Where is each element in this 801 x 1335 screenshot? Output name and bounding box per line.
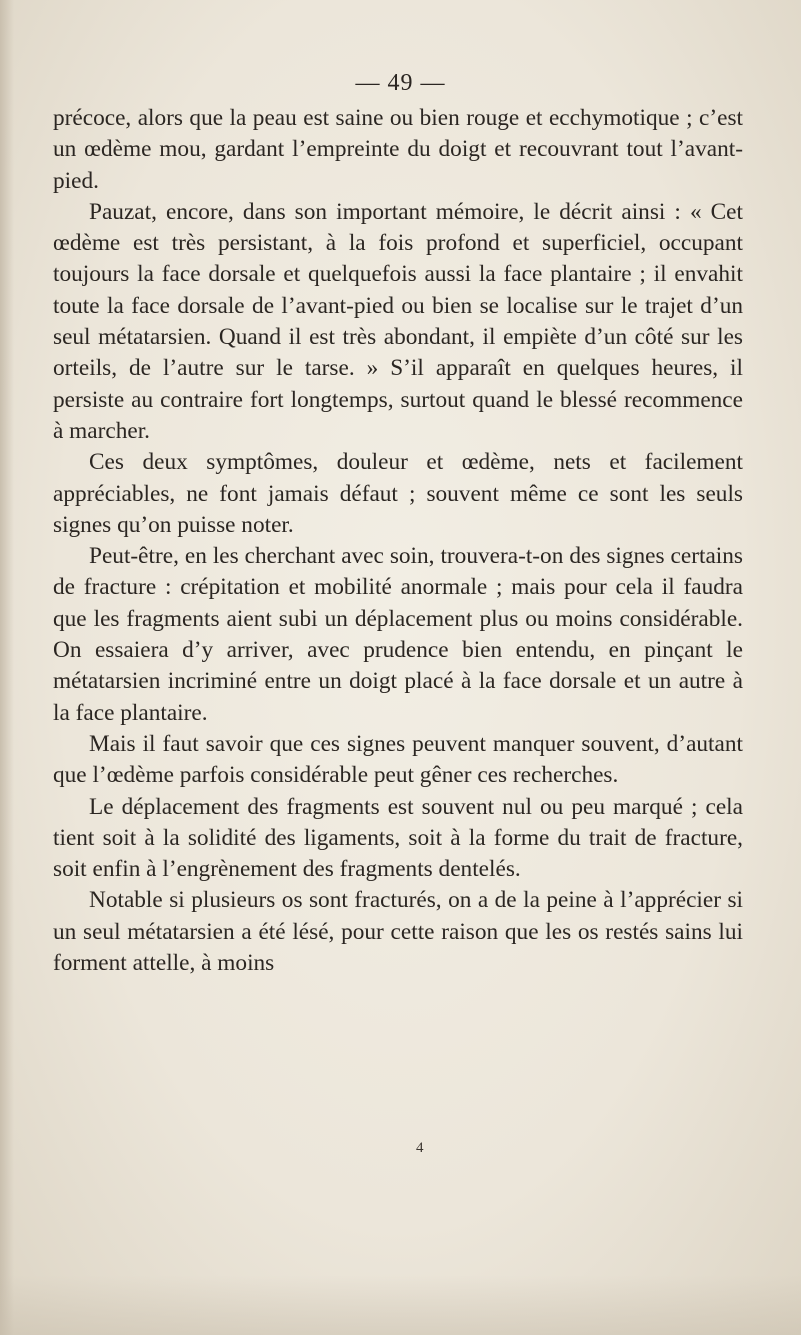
body-text [53, 103, 743, 979]
printer-signature: 4 [416, 1140, 424, 1156]
paragraph: Peut-être, en les cherchant avec soin, trouvera-t-on des signes certains de fracture : crépitation et mobilité anormale ; mais pour cela il faudra que les fragments aient subi un déplacement plus ou moins considérable. On essaiera d’y arriver, avec prudence bien entendu, en pinçant le métatarsien incriminé entre un doigt placé à la face dorsale et un autre à la face plantaire. [53, 543, 743, 726]
paragraph: Notable si plusieurs os sont fracturés, on a de la peine à l’apprécier si un seul métatarsien a été lésé, pour cette raison que les os restés sains lui forment attelle, à moins [53, 887, 743, 977]
paragraph: Pauzat, encore, dans son important mémoire, le décrit ainsi : « Cet œdème est très persistant, à la fois profond et superficiel, occupant toujours la face dorsale et quelquefois aussi la face plantaire ; il envahit toute la face dorsale de l’avant-pied ou bien se localise sur le trajet d’un seul métatarsien. Quand il est très abondant, il empiète d’un côté sur les orteils, de l’autre sur le tarse. » S’il apparaît en quelques heures, il persiste au contraire fort longtemps, surtout quand le blessé recommence à marcher. [53, 198, 743, 444]
paragraph: Ces deux symptômes, douleur et œdème, nets et facilement appréciables, ne font jamais défaut ; souvent même ce sont les seuls signes qu’on puisse noter. [53, 449, 743, 538]
page-edge-shadow [0, 0, 14, 1335]
paragraph: Le déplacement des fragments est souvent nul ou peu marqué ; cela tient soit à la solidité des ligaments, soit à la forme du trait de fracture, soit enfin à l’engrènement des fragments dentelés. [53, 793, 743, 883]
page-number: — 49 — [355, 70, 446, 96]
paragraph: Mais il faut savoir que ces signes peuvent manquer souvent, d’autant que l’œdème parfois considérable peut gêner ces recherches. [53, 730, 743, 789]
page-bottom-shadow [0, 1275, 801, 1335]
paragraph: précoce, alors que la peau est saine ou bien rouge et ecchymotique ; c’est un œdème mou, gardant l’empreinte du doigt et recouvrant tout l’avant-pied. [53, 105, 743, 194]
